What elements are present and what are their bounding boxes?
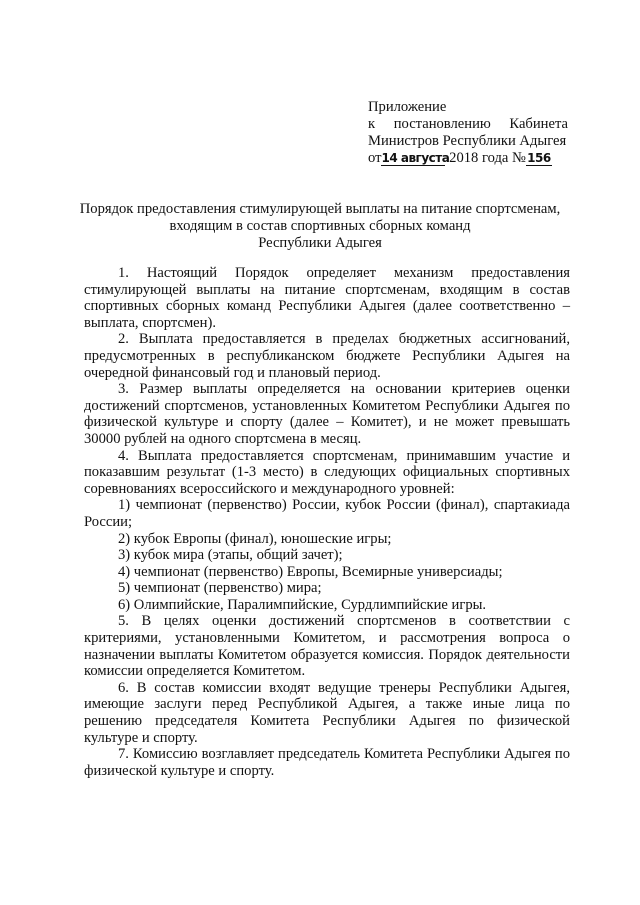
title-line-3: Республики Адыгея — [258, 235, 382, 251]
handwritten-number: 156 — [527, 151, 551, 165]
appendix-header — [368, 99, 568, 167]
document-body — [84, 265, 570, 779]
appendix-resolution-text: постановлению Кабинета — [393, 116, 568, 132]
paragraph-3: 3. Размер выплаты определяется на основании критериев оценки достижений спортсменов, установленных Комитетом Республики Адыгея по физической культуре и спорту (далее – Комитет), и не может превышать 30000 рублей на одного спортсмена в месяц. — [84, 381, 570, 447]
handwritten-date: 14 августа — [381, 151, 450, 165]
appendix-resolution-line — [368, 116, 568, 133]
appendix-k: к — [368, 116, 376, 132]
paragraph-2: 2. Выплата предоставляется в пределах бюджетных ассигнований, предусмотренных в республиканском бюджете Республики Адыгея на очередной финансовый год и плановый период. — [84, 331, 570, 381]
list-item-3: 3) кубок мира (этапы, общий зачет); — [118, 547, 343, 564]
list-item-5: 5) чемпионат (первенство) мира; — [118, 580, 322, 597]
paragraph-1: 1. Настоящий Порядок определяет механизм предоставления стимулирующей выплаты на питание спортсменам, входящим в состав спортивных сборных команд Республики Адыгея (далее соответственно – выплата, спортсмен). — [84, 265, 570, 331]
appendix-date-prefix: от — [368, 150, 382, 166]
document-title — [70, 201, 570, 252]
paragraph-5: 5. В целях оценки достижений спортсменов в соответствии с критериями, установленными Комитетом, и рассмотрения вопроса о назначении выплаты Комитетом образуется комиссия. Порядок деятельности комиссии определяется Комитетом. — [84, 613, 570, 680]
appendix-label: Приложение — [368, 99, 447, 115]
paragraph-6: 6. В состав комиссии входят ведущие тренеры Республики Адыгея, имеющие заслуги перед Республикой Адыгея, а также иные лица по решению председателя Комитета Республики Адыгея по физической культуре и спорту. — [84, 679, 570, 746]
title-line-2: входящим в состав спортивных сборных команд — [169, 218, 471, 234]
paragraph-7: 7. Комиссию возглавляет председатель Комитета Республики Адыгея по физической культуре и спорту. — [84, 746, 570, 779]
paragraph-4: 4. Выплата предоставляется спортсменам, принимавшим участие и показавшим результат (1-3 место) в следующих официальных спортивных соревнованиях всероссийского и международного уровней: — [84, 447, 570, 497]
appendix-year: 2018 года № — [449, 150, 526, 166]
list-item-1: 1) чемпионат (первенство) России, кубок России (финал), спартакиада России; — [84, 497, 570, 530]
appendix-ministers-line: Министров Республики Адыгея — [368, 133, 567, 149]
list-item-6: 6) Олимпийские, Паралимпийские, Сурдлимпийские игры. — [118, 596, 487, 613]
appendix-date-line — [368, 150, 568, 167]
list-item-2: 2) кубок Европы (финал), юношеские игры; — [118, 530, 392, 547]
list-item-4: 4) чемпионат (первенство) Европы, Всемирные универсиады; — [118, 563, 503, 580]
title-line-1: Порядок предоставления стимулирующей выплаты на питание спортсменам, — [79, 201, 561, 217]
